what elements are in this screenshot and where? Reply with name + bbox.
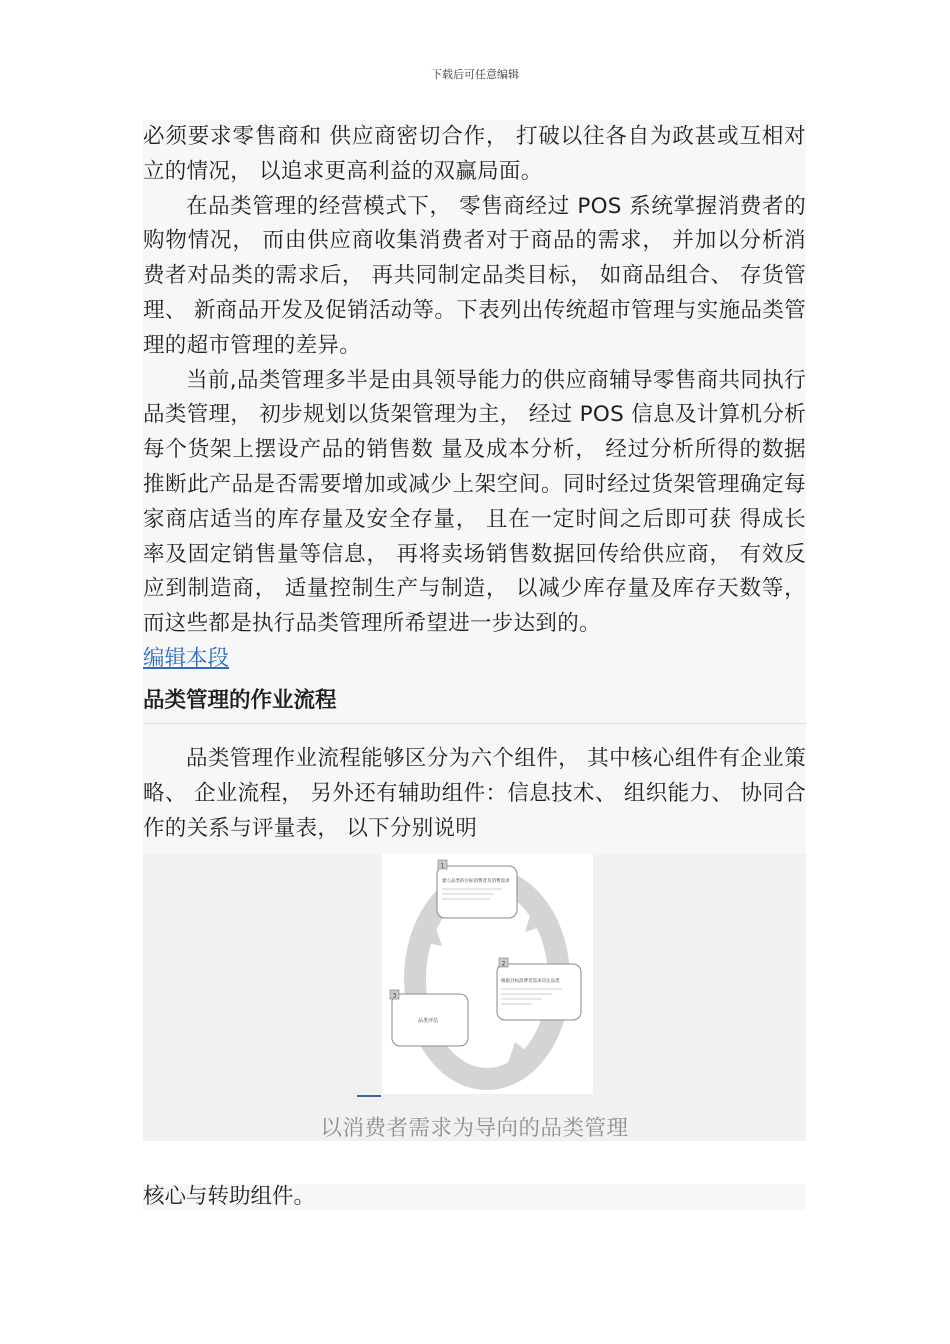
figure-link-underline [357,1095,381,1097]
edit-section-link[interactable]: 编辑本段 [143,645,230,671]
step-2-text: 根据目标消费者需求决定品类 [501,979,560,985]
step-1-text: 建立品类的目标消费者及消费需求 [442,879,510,885]
paragraph-3: 当前,品类管理多半是由具领导能力的供应商辅导零售商共同执行品类管理， 初步规划以货架管理为主， 经过 POS 信息及计算机分析每个货架上摆设产品的销售数 量及成本分析， 经过分析所得的数据推断此产品是否需要增加或减少上架空间。同时经过货架管理确定每家商店适当的库存量及安全存量， 且在一定时间之后即可获 得成长率及固定销售量等信息， 再将卖场销售数据回传给供应商， 有效反应到制造商， 适量控制生产与制造， 以减少库存量及库存天数等， 而这些都是执行品类管理所希望进一步达到的。 [143,367,806,637]
cycle-diagram-svg [382,854,593,1094]
figure-caption: 以消费者需求为导向的品类管理 [320,1116,629,1142]
step-box-1 [437,866,517,918]
step-3-text: 品类评估 [418,1018,439,1025]
step-2-number: 2 [501,960,506,968]
section-title: 品类管理的作业流程 [143,684,806,724]
paragraph-2: 在品类管理的经营模式下， 零售商经过 POS 系统掌握消费者的购物情况， 而由供应商收集消费者对于商品的需求， 并加以分析消费者对品类的需求后， 再共同制定品类目标， 如商品组合、 存货管理、 新商品开发及促销活动等。下表列出传统超市管理与实施品类管理的超市管理的差异。 [143,193,806,358]
article-body [143,120,806,1141]
step-3-number: 3 [392,992,397,1000]
page-header: 下载后可任意编辑 [431,68,519,81]
paragraph-1: 必须要求零售商和 供应商密切合作， 打破以往各自为政甚或互相对立的情况， 以追求更高利益的双赢局面。 [143,124,806,184]
step-box-2 [497,964,581,1020]
step-1-number: 1 [440,862,445,870]
section-intro: 品类管理作业流程能够区分为六个组件， 其中核心组件有企业策略、 企业流程， 另外还有辅助组件：信息技术、 组织能力、 协同合作的关系与评量表， 以下分别说明 [143,745,806,841]
cycle-diagram [382,854,593,1094]
figure [143,854,806,1141]
trailing-text: 核心与转助组件。 [143,1184,806,1210]
